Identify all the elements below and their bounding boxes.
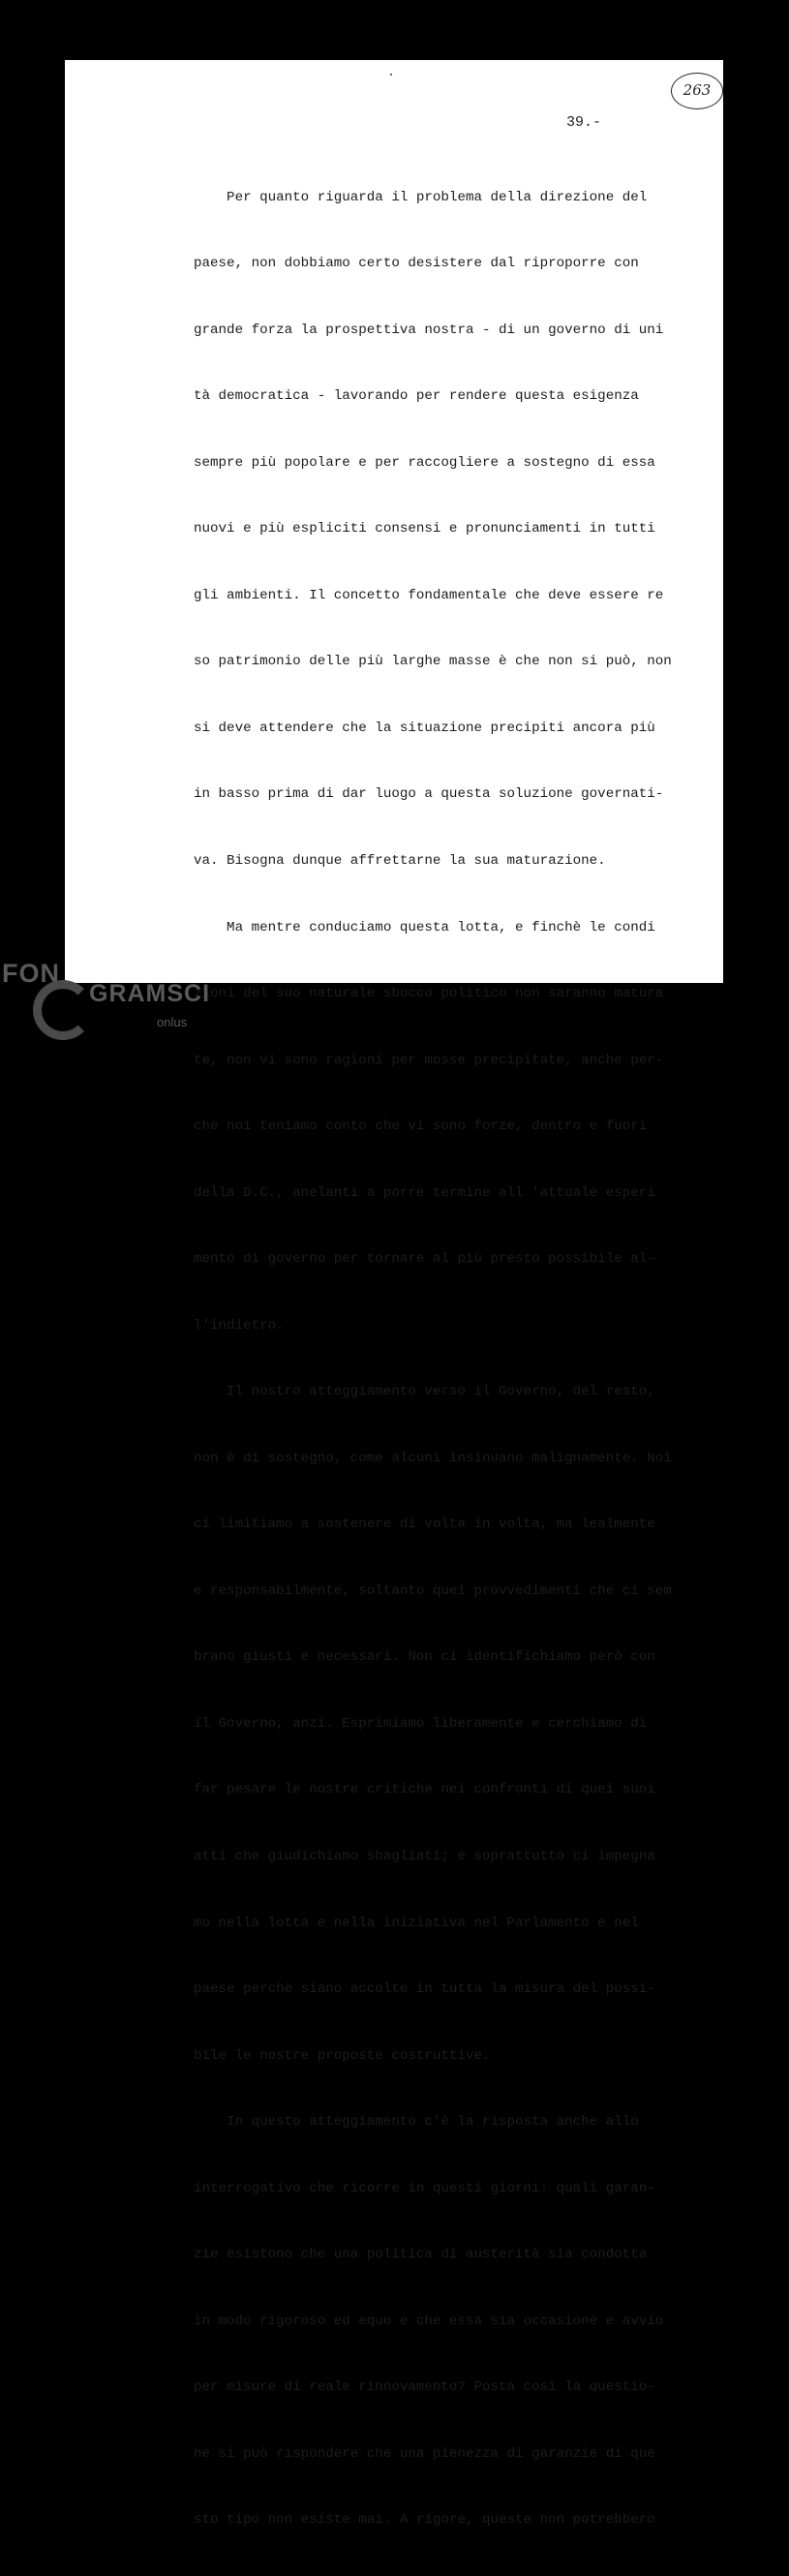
text-line: paese perchè siano accolte in tutta la misura del possi- [194,1981,655,1998]
text-line: grande forza la prospettiva nostra - di un governo di uni [194,322,664,338]
text-line: In questo atteggiamento c'è la risposta anche allo [194,2114,639,2131]
text-line: in basso prima di dar luogo a questa soluzione governati- [194,786,664,803]
text-line: zioni del suo naturale sbocco politico non saranno matura [194,986,664,1002]
text-line: sto tipo non esiste mai. A rigore, queste non potrebbero [194,2512,655,2529]
text-line: Per quanto riguarda il problema della direzione del [194,189,648,205]
text-line: so patrimonio delle più larghe masse è che non si può, non [194,654,672,670]
text-line: ci limitiamo a sostenere di volta in volta, ma lealmente [194,1517,655,1533]
text-line: per misure di reale rinnovamento? Posta così la questio- [194,2379,655,2396]
text-line: della D.C., anelanti a porre termine all 'attuale esperi [194,1184,655,1201]
text-line: va. Bisogna dunque affrettarne la sua maturazione. [194,853,606,869]
text-line: l'indietro. [194,1317,285,1334]
text-line: brano giusti e necessari. Non ci identifichiamo però con [194,1649,655,1666]
page-number: 39.- [566,114,602,131]
text-line: ne si può rispondere che una pienezza di garanzie di que [194,2445,655,2462]
text-line: bile le nostre proposte costruttive. [194,2047,491,2064]
text-line: paese, non dobbiamo certo desistere dal riproporre con [194,256,639,272]
watermark-logo [0,959,213,1046]
text-line: non è di sostegno, come alcuni insinuano malignamente. Noi [194,1450,672,1466]
text-line: e responsabilmente, soltanto quei provvedimenti che ci sem [194,1582,672,1599]
watermark-text-fon: FON [2,959,60,988]
text-line: te, non vi sono ragioni per mosse precipitate, anche per- [194,1052,664,1068]
text-line: Il nostro atteggiamento verso il Governo, del resto, [194,1384,655,1400]
watermark-g-icon [33,980,93,1040]
archive-stamp: 263 [671,73,723,109]
watermark-text-onlus: onlus [157,1015,188,1029]
text-line: zie esistono che una politica di austerità sia condotta [194,2247,648,2263]
text-line: chè noi teniamo conto che vi sono forze, dentro e fuori [194,1119,648,1135]
text-line: mento di governo per tornare al più presto possibile al- [194,1251,655,1268]
text-line: interrogativo che ricorre in questi giorni: quali garan- [194,2180,655,2196]
text-line: in modo rigoroso ed equo e che essa sia occasione e avvio [194,2313,664,2329]
text-line: mo nella lotta e nella iniziativa nel Parlamento e nel [194,1915,639,1931]
text-line: gli ambienti. Il concetto fondamentale che deve essere re [194,587,664,603]
watermark-text-gramsci: GRAMSCI [89,980,211,1007]
scan-speck [390,74,392,76]
text-line: si deve attendere che la situazione precipiti ancora più [194,720,655,736]
document-body [194,142,716,2576]
text-line: sempre più popolare e per raccogliere a sostegno di essa [194,454,655,471]
text-line: il Governo, anzi. Esprimiamo liberamente e cerchiamo di [194,1715,648,1732]
text-line: far pesare le nostre critiche nei confronti di quei suoi [194,1782,655,1798]
text-line: atti che giudichiamo sbagliati; e soprattutto ci impegna [194,1848,655,1864]
text-line: Ma mentre conduciamo questa lotta, e finchè le condi [194,919,655,935]
text-line: nuovi e più espliciti consensi e pronunciamenti in tutti [194,521,655,537]
text-line: tà democratica - lavorando per rendere questa esigenza [194,388,639,405]
